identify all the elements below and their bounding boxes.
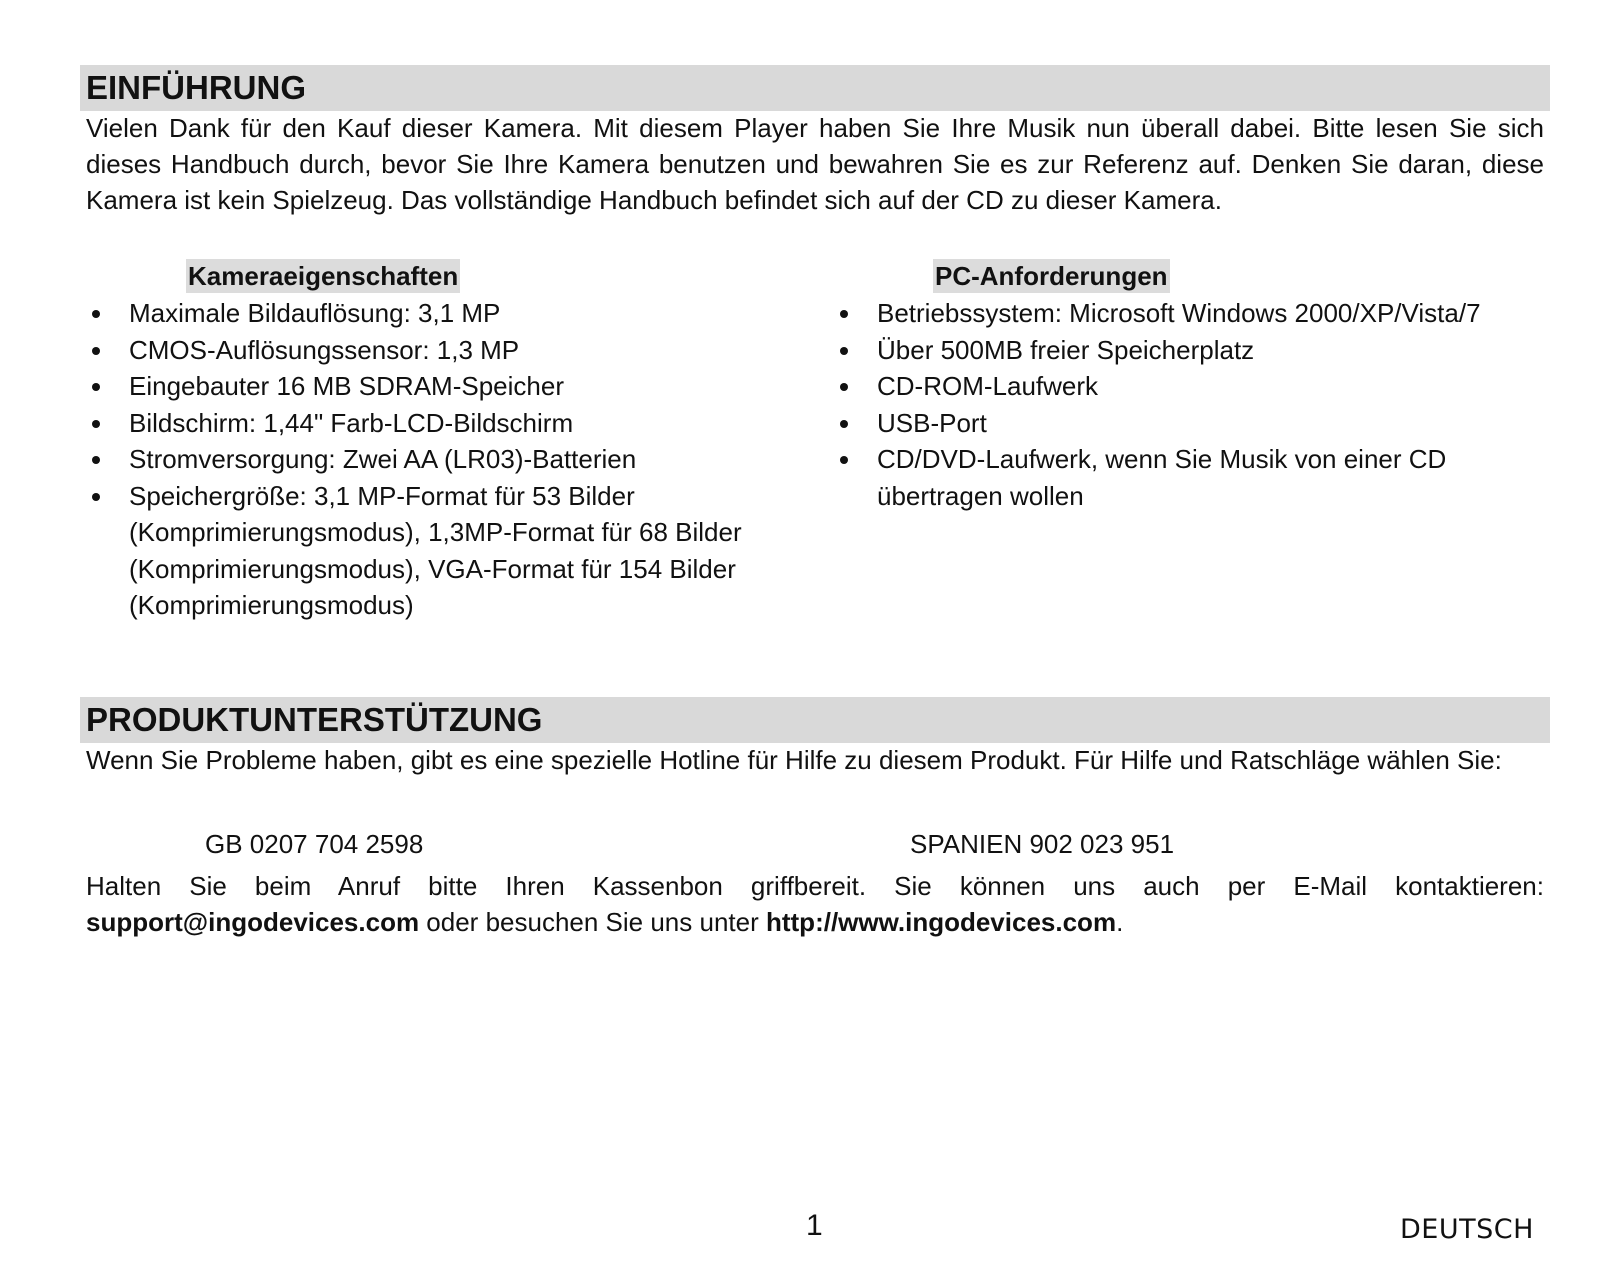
list-item: Speichergröße: 3,1 MP-Format für 53 Bilder (Komprimierungsmodus), 1,3MP-Format für 68 Bilder (Komprimierungsmodus), VGA-Format für 154 Bilder (Komprimierungsmodus) — [86, 478, 806, 624]
list-item: CD/DVD-Laufwerk, wenn Sie Musik von einer CD übertragen wollen — [834, 441, 1497, 514]
contact-text-1: Halten Sie beim Anruf bitte Ihren Kassenbon griffbereit. Sie können uns auch per E-Mail kontaktieren: — [86, 871, 1544, 901]
requirements-heading: PC-Anforderungen — [935, 261, 1168, 291]
hotline-gb: GB 0207 704 2598 — [205, 829, 424, 859]
support-title: PRODUKTUNTERSTÜTZUNG — [86, 701, 543, 738]
list-item: Betriebssystem: Microsoft Windows 2000/XP/Vista/7 — [834, 295, 1554, 332]
list-item: Maximale Bildauflösung: 3,1 MP — [86, 295, 806, 332]
features-list — [86, 295, 806, 624]
footer-language: DEUTSCH — [1400, 1214, 1534, 1245]
support-paragraph: Wenn Sie Probleme haben, gibt es eine spezielle Hotline für Hilfe zu diesem Produkt. Für Hilfe und Ratschläge wählen Sie: — [86, 745, 1502, 775]
website-link[interactable]: http://www.ingodevices.com — [765, 907, 1117, 937]
support-email-link[interactable]: support@ingodevices.com — [86, 907, 420, 937]
list-item: Über 500MB freier Speicherplatz — [834, 332, 1554, 369]
intro-paragraph: Vielen Dank für den Kauf dieser Kamera. Mit diesem Player haben Sie Ihre Musik nun überall dabei. Bitte lesen Sie sich dieses Handbuch durch, bevor Sie Ihre Kamera benutzen und bewahren Sie es zur Referenz auf. Denken Sie daran, diese Kamera ist kein Spielzeug. Das vollständige Handbuch befindet sich auf der CD zu dieser Kamera. — [86, 113, 1544, 215]
hotline-es: SPANIEN 902 023 951 — [910, 829, 1175, 859]
contact-text-3: . — [1116, 907, 1124, 937]
features-heading: Kameraeigenschaften — [188, 261, 459, 291]
contact-paragraph — [86, 868, 1544, 940]
list-item: USB-Port — [834, 405, 1554, 442]
intro-title: EINFÜHRUNG — [86, 69, 306, 106]
list-item: CD-ROM-Laufwerk — [834, 368, 1554, 405]
list-item: CMOS-Auflösungssensor: 1,3 MP — [86, 332, 806, 369]
list-item: Stromversorgung: Zwei AA (LR03)-Batterien — [86, 441, 806, 478]
requirements-list — [834, 295, 1554, 514]
contact-text-2: oder besuchen Sie uns unter — [419, 907, 766, 937]
list-item: Eingebauter 16 MB SDRAM-Speicher — [86, 368, 806, 405]
list-item: Bildschirm: 1,44" Farb-LCD-Bildschirm — [86, 405, 806, 442]
page-number: 1 — [806, 1209, 823, 1242]
